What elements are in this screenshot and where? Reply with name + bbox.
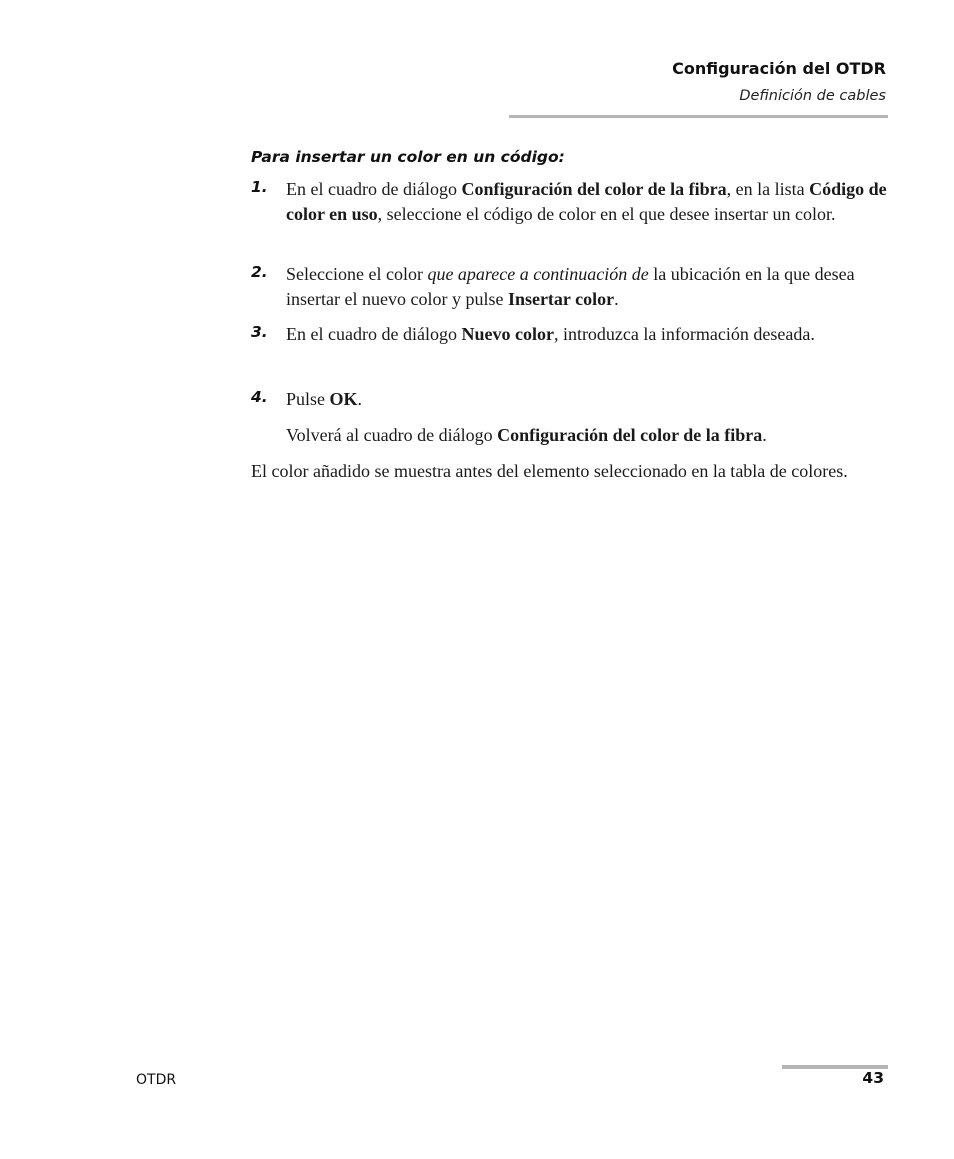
emphasis-text: que aparece a continuación de	[427, 264, 649, 284]
step-text	[286, 387, 891, 412]
text-run: Pulse	[286, 389, 330, 409]
ui-label: OK	[329, 389, 358, 409]
step-number: 4.	[251, 388, 268, 406]
text-run: , seleccione el código de color en el que desee insertar un color.	[377, 204, 836, 224]
ui-label: Insertar color	[507, 289, 615, 309]
ui-label: Nuevo color	[461, 324, 554, 344]
text-run: , en la lista	[726, 179, 810, 199]
text-run: .	[357, 389, 363, 409]
step-text	[286, 322, 891, 347]
ui-label: Configuración del color de la fibra	[497, 425, 763, 445]
header-divider	[509, 115, 888, 118]
ui-label: Código de color en uso	[286, 179, 887, 224]
page-number: 43	[862, 1069, 884, 1087]
step-text	[286, 177, 891, 227]
running-header-chapter: Configuración del OTDR	[672, 59, 886, 78]
text-run: la ubicación en la que desea insertar el nuevo color y pulse	[286, 264, 855, 309]
text-run: .	[762, 425, 767, 445]
text-run: Volverá al cuadro de diálogo	[286, 425, 498, 445]
step-text	[286, 262, 891, 312]
text-run: .	[614, 289, 619, 309]
text-run: En el cuadro de diálogo	[286, 179, 462, 199]
step-4-result	[286, 423, 891, 448]
running-header-section: Definición de cables	[739, 88, 886, 104]
procedure-conclusion: El color añadido se muestra antes del elemento seleccionado en la tabla de colores.	[251, 461, 848, 481]
footer-product-name: OTDR	[136, 1072, 177, 1088]
text-run: En el cuadro de diálogo	[286, 324, 462, 344]
text-run: , introduzca la información deseada.	[553, 324, 815, 344]
ui-label: Configuración del color de la fibra	[461, 179, 727, 199]
step-number: 3.	[251, 323, 268, 341]
text-run: Seleccione el color	[286, 264, 428, 284]
step-number: 2.	[251, 263, 268, 281]
procedure-heading: Para insertar un color en un código:	[251, 148, 565, 166]
step-number: 1.	[251, 178, 268, 196]
